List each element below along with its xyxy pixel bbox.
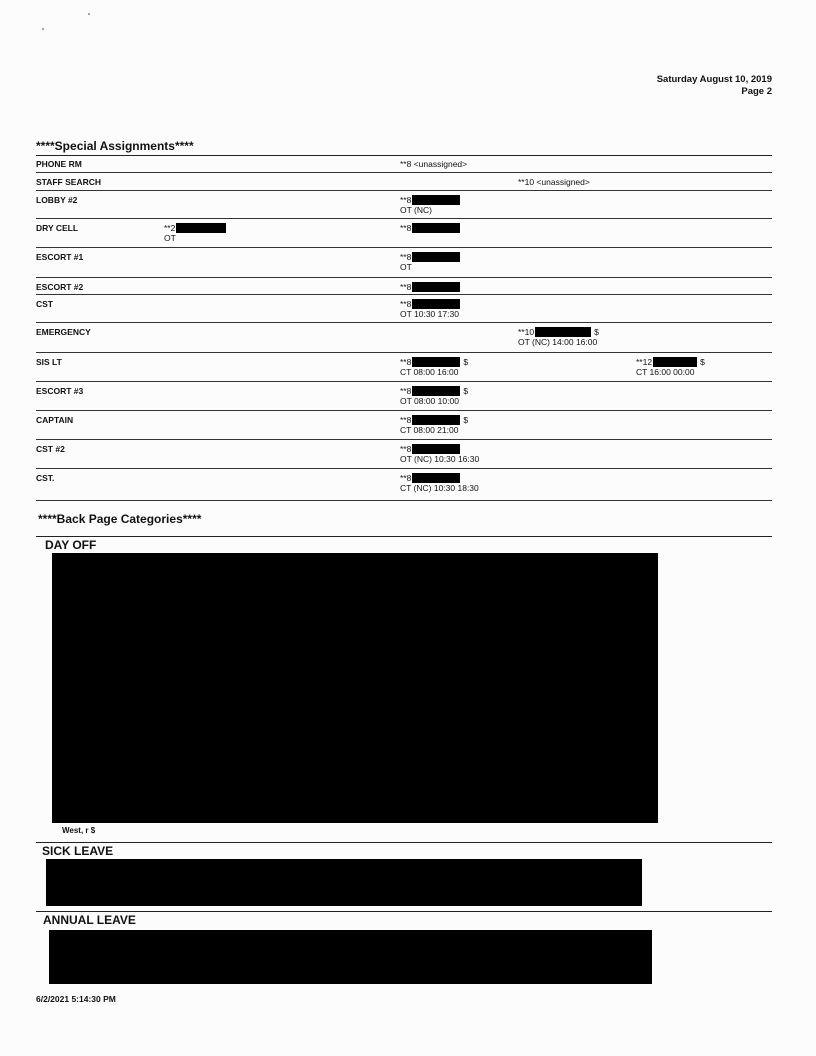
row-divider (36, 322, 772, 323)
report-date: Saturday August 10, 2019 (656, 74, 772, 85)
day-off-heading: DAY OFF (45, 538, 97, 552)
row-divider (36, 352, 772, 353)
back-page-title: ****Back Page Categories**** (38, 512, 202, 526)
redacted-name (412, 415, 460, 425)
staff-code: **12 (636, 357, 653, 367)
assignment-label: ESCORT #3 (36, 386, 84, 396)
staff-code: **8 (400, 299, 412, 309)
row-divider (36, 218, 772, 219)
assignment-staff-cell (400, 386, 468, 406)
assignment-staff-cell (400, 357, 468, 377)
shift-detail: CT 08:00 21:00 (400, 425, 459, 435)
assignment-staff-cell (400, 159, 467, 169)
assignment-staff-cell (400, 444, 479, 464)
staff-code: **2 (164, 223, 176, 233)
assignment-label: ESCORT #2 (36, 282, 84, 292)
redacted-block (46, 859, 642, 906)
section-rule (36, 842, 772, 843)
redacted-name (412, 386, 460, 396)
pay-flag: $ (594, 327, 599, 337)
row-divider (36, 410, 772, 411)
assignment-row (36, 442, 772, 468)
redacted-name (412, 282, 460, 292)
staff-code: **8 (400, 282, 412, 292)
assignment-label: CST #2 (36, 444, 65, 454)
assignment-staff-cell (518, 327, 599, 347)
redacted-name (535, 327, 591, 337)
row-divider (36, 439, 772, 440)
shift-detail: CT (NC) 10:30 18:30 (400, 483, 479, 493)
pay-flag: $ (463, 386, 469, 396)
redacted-name (412, 444, 460, 454)
assignment-label: CST (36, 299, 53, 309)
shift-detail: OT (NC) (400, 205, 432, 215)
staff-code: **8 (400, 195, 412, 205)
shift-detail: CT 08:00 16:00 (400, 367, 459, 377)
row-divider (36, 247, 772, 248)
redacted-name (412, 195, 460, 205)
assignment-row (36, 297, 772, 322)
annual-leave-heading: ANNUAL LEAVE (43, 913, 136, 927)
sick-leave-heading: SICK LEAVE (42, 844, 114, 858)
assignment-row (36, 250, 772, 277)
assignment-label: SIS LT (36, 357, 62, 367)
redacted-name (653, 357, 697, 367)
staff-code: **10 (518, 327, 535, 337)
assignment-row (36, 325, 772, 352)
page-number: Page 2 (741, 86, 772, 97)
scan-speck (42, 28, 44, 30)
shift-detail: OT 08:00 10:00 (400, 396, 459, 406)
redacted-block (52, 553, 658, 823)
section-rule (36, 911, 772, 912)
redacted-name (176, 223, 226, 233)
assignment-label: LOBBY #2 (36, 195, 78, 205)
assignment-staff-cell (164, 223, 226, 243)
redacted-name (412, 357, 460, 367)
section-rule (36, 536, 772, 537)
assignment-staff-cell (400, 473, 479, 493)
assignment-label: ESCORT #1 (36, 252, 84, 262)
row-divider (36, 468, 772, 469)
assignment-label: CAPTAIN (36, 415, 74, 425)
assignment-row (36, 157, 772, 172)
row-divider (36, 294, 772, 295)
print-timestamp: 6/2/2021 5:14:30 PM (36, 994, 116, 1004)
pay-flag: $ (700, 357, 705, 367)
assignment-row (36, 355, 772, 381)
assignment-label: EMERGENCY (36, 327, 91, 337)
page-header (657, 74, 772, 98)
assignment-row (36, 193, 772, 218)
assignment-staff-cell (400, 299, 460, 319)
scan-speck (88, 13, 90, 15)
row-divider (36, 172, 772, 173)
staff-code: **8 (400, 444, 412, 454)
assignment-label: CST. (36, 473, 55, 483)
staff-code: **10 <unassigned> (518, 177, 590, 187)
staff-code: **8 (400, 252, 412, 262)
redacted-name (412, 473, 460, 483)
staff-code: **8 (400, 473, 412, 483)
assignment-label: DRY CELL (36, 223, 79, 233)
row-divider (36, 277, 772, 278)
assignment-row (36, 384, 772, 410)
assignment-label: STAFF SEARCH (36, 177, 102, 187)
assignment-row (36, 413, 772, 439)
assignment-row (36, 221, 772, 247)
assignment-row (36, 175, 772, 190)
shift-detail: OT (400, 262, 412, 272)
shift-detail: OT (NC) 10:30 16:30 (400, 454, 480, 464)
special-assignments-title: ****Special Assignments**** (36, 139, 194, 153)
day-off-name: West, r $ (62, 826, 96, 835)
shift-detail: OT (NC) 14:00 16:00 (518, 337, 598, 347)
staff-code: **8 (400, 223, 412, 233)
assignment-staff-cell (518, 177, 590, 187)
assignment-staff-cell (400, 415, 468, 435)
assignment-staff-cell (636, 357, 705, 377)
assignment-label: PHONE RM (36, 159, 82, 169)
staff-code: **8 (400, 386, 412, 396)
staff-code: **8 (400, 357, 412, 367)
staff-code: **8 (400, 415, 412, 425)
assignment-row (36, 280, 772, 294)
redacted-name (412, 299, 460, 309)
shift-detail: OT 10:30 17:30 (400, 309, 459, 319)
assignment-staff-cell (400, 282, 460, 292)
row-divider (36, 190, 772, 191)
assignment-row (36, 471, 772, 500)
redacted-name (412, 252, 460, 262)
assignment-staff-cell (400, 223, 460, 233)
staff-code: **8 <unassigned> (400, 159, 468, 169)
section-rule (36, 155, 772, 156)
assignment-staff-cell (400, 195, 460, 215)
shift-detail: OT (164, 233, 176, 243)
redacted-name (412, 223, 460, 233)
assignment-staff-cell (400, 252, 460, 272)
shift-detail: CT 16:00 00:00 (636, 367, 695, 377)
row-divider (36, 381, 772, 382)
pay-flag: $ (463, 357, 469, 367)
row-divider (36, 500, 772, 501)
pay-flag: $ (463, 415, 469, 425)
redacted-block (49, 930, 652, 984)
